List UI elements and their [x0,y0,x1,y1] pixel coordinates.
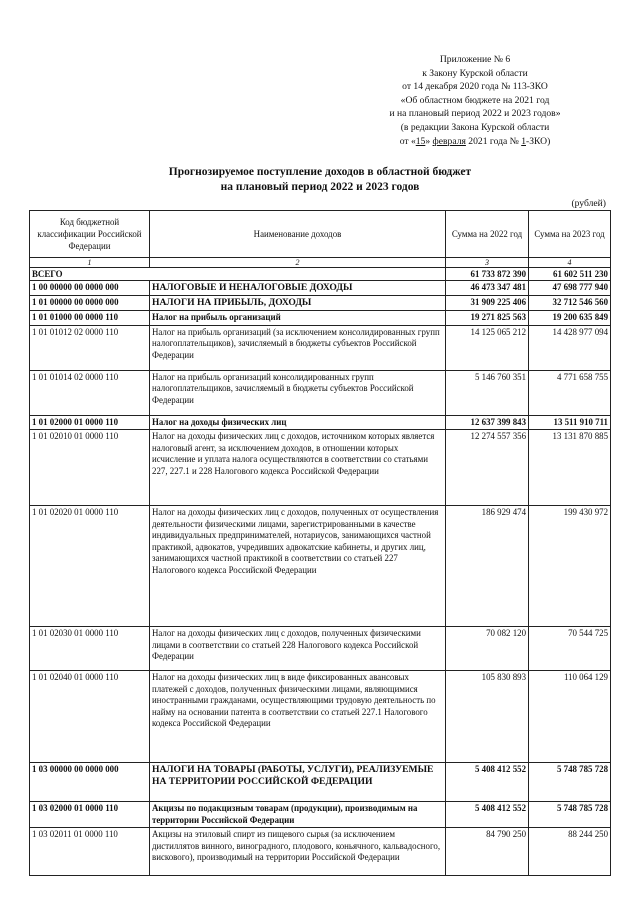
total-2023: 61 602 511 230 [529,268,611,281]
table-row [30,311,611,326]
row-sum-2022: 5 408 412 552 [446,802,529,828]
title-line-1: Прогнозируемое поступление доходов в областной бюджет [168,166,472,178]
row-sum-2022: 5 408 412 552 [446,763,529,802]
row-name: Налог на доходы физических лиц с доходов, источником которых является налоговый агент, за исключением доходов, в отношении которых исчисление и уплата налога осуществляются в соответствии со статьями 227, 227.1 и 228 Налогового кодекса Российской Федерации [150,430,446,506]
row-name: Налог на доходы физических лиц в виде фиксированных авансовых платежей с доходов, полученных физическими лицами, являющимися иностранными гражданами, осуществляющими трудовую деятельность по найму на основании патента в соответствии со статьей 227.1 Налогового кодекса Российской Федерации [150,671,446,763]
row-sum-2022: 186 929 474 [446,506,529,627]
document-title [60,165,580,195]
row-sum-2023: 47 698 777 940 [529,281,611,296]
row-name: НАЛОГОВЫЕ И НЕНАЛОГОВЫЕ ДОХОДЫ [150,281,446,296]
row-code: 1 03 02000 01 0000 110 [30,802,150,828]
appendix-line: и на плановый период 2022 и 2023 годов» [389,108,561,120]
row-sum-2023: 13 131 870 885 [529,430,611,506]
row-sum-2023: 5 748 785 728 [529,802,611,828]
row-sum-2023: 13 511 910 711 [529,415,611,430]
table-row [30,506,611,627]
row-sum-2022: 19 271 825 563 [446,311,529,326]
row-code: 1 01 01000 00 0000 110 [30,311,150,326]
table-row [30,370,611,415]
table-row [30,671,611,763]
row-code: 1 01 01014 02 0000 110 [30,370,150,415]
row-name: Налог на прибыль организаций [150,311,446,326]
appendix-block [330,53,620,148]
row-sum-2023: 32 712 546 560 [529,296,611,311]
column-index: 2 [150,258,446,268]
row-sum-2023: 110 064 129 [529,671,611,763]
row-sum-2022: 70 082 120 [446,627,529,671]
row-code: 1 01 02030 01 0000 110 [30,627,150,671]
table-row [30,763,611,802]
row-sum-2022: 5 146 760 351 [446,370,529,415]
row-sum-2022: 12 274 557 356 [446,430,529,506]
row-code: 1 01 02000 01 0000 110 [30,415,150,430]
row-name: Акцизы по подакцизным товарам (продукции), производимым на территории Российской Федерации [150,802,446,828]
row-name: Акцизы на этиловый спирт из пищевого сырья (за исключением дистиллятов винного, виноградного, плодового, коньячного, кальвадосного, вискового), производимый на территории Российской Федерации [150,828,446,876]
total-label: ВСЕГО [30,268,446,281]
table-row [30,430,611,506]
column-index: 3 [446,258,529,268]
title-line-2: на плановый период 2022 и 2023 годов [220,181,420,193]
row-code: 1 01 01012 02 0000 110 [30,325,150,370]
header-code: Код бюджетной классификации Российской Федерации [30,211,150,258]
header-name: Наименование доходов [150,211,446,258]
table-row [30,325,611,370]
table-row [30,281,611,296]
row-code: 1 03 00000 00 0000 000 [30,763,150,802]
row-name: Налог на прибыль организаций (за исключением консолидированных групп налогоплательщиков), зачисляемый в бюджеты субъектов Российской Федерации [150,325,446,370]
appendix-line: «Об областном бюджете на 2021 год [400,94,550,106]
appendix-amendment-date: от «15» февраля 2021 года № 1-ЗКО) [399,135,551,147]
table-row [30,828,611,876]
row-sum-2022: 31 909 225 406 [446,296,529,311]
row-sum-2022: 12 637 399 843 [446,415,529,430]
row-sum-2023: 4 771 658 755 [529,370,611,415]
row-sum-2022: 46 473 347 481 [446,281,529,296]
row-sum-2023: 5 748 785 728 [529,763,611,802]
appendix-line: к Закону Курской области [422,67,528,79]
row-sum-2023: 14 428 977 094 [529,325,611,370]
table-row [30,802,611,828]
units-label: (рублей) [571,198,606,209]
row-sum-2022: 105 830 893 [446,671,529,763]
appendix-line: Приложение № 6 [439,54,511,65]
appendix-line: (в редакции Закона Курской области [400,121,550,133]
row-code: 1 03 02011 01 0000 110 [30,828,150,876]
row-code: 1 01 02040 01 0000 110 [30,671,150,763]
row-sum-2022: 84 790 250 [446,828,529,876]
header-sum-2023: Сумма на 2023 год [529,211,611,258]
row-code: 1 00 00000 00 0000 000 [30,281,150,296]
revenue-table [29,210,611,876]
row-code: 1 01 00000 00 0000 000 [30,296,150,311]
table-row [30,415,611,430]
row-sum-2023: 19 200 635 849 [529,311,611,326]
table-row [30,627,611,671]
total-2022: 61 733 872 390 [446,268,529,281]
row-name: Налог на прибыль организаций консолидированных групп налогоплательщиков, зачисляемый в бюджеты субъектов Российской Федерации [150,370,446,415]
row-name: Налог на доходы физических лиц [150,415,446,430]
row-sum-2023: 70 544 725 [529,627,611,671]
total-row [30,268,611,281]
row-sum-2023: 88 244 250 [529,828,611,876]
row-name: НАЛОГИ НА ПРИБЫЛЬ, ДОХОДЫ [150,296,446,311]
appendix-line: от 14 декабря 2020 года № 113-ЗКО [402,81,548,93]
row-sum-2022: 14 125 065 212 [446,325,529,370]
row-code: 1 01 02010 01 0000 110 [30,430,150,506]
row-name: Налог на доходы физических лиц с доходов, полученных от осуществления деятельности физическими лицами, зарегистрированными в качестве индивидуальных предпринимателей, нотариусов, занимающихся частной практикой, адвокатов, учредивших адвокатские кабинеты, и других лиц, занимающихся частной практикой в соответствии со статьей 227 Налогового кодекса Российской Федерации [150,506,446,627]
row-code: 1 01 02020 01 0000 110 [30,506,150,627]
column-index-row [30,258,611,268]
row-name: Налог на доходы физических лиц с доходов, полученных физическими лицами в соответствии со статьей 228 Налогового кодекса Российской Федерации [150,627,446,671]
column-index: 1 [30,258,150,268]
row-sum-2023: 199 430 972 [529,506,611,627]
row-name: НАЛОГИ НА ТОВАРЫ (РАБОТЫ, УСЛУГИ), РЕАЛИЗУЕМЫЕ НА ТЕРРИТОРИИ РОССИЙСКОЙ ФЕДЕРАЦИИ [150,763,446,802]
table-row [30,296,611,311]
header-sum-2022: Сумма на 2022 год [446,211,529,258]
column-index: 4 [529,258,611,268]
